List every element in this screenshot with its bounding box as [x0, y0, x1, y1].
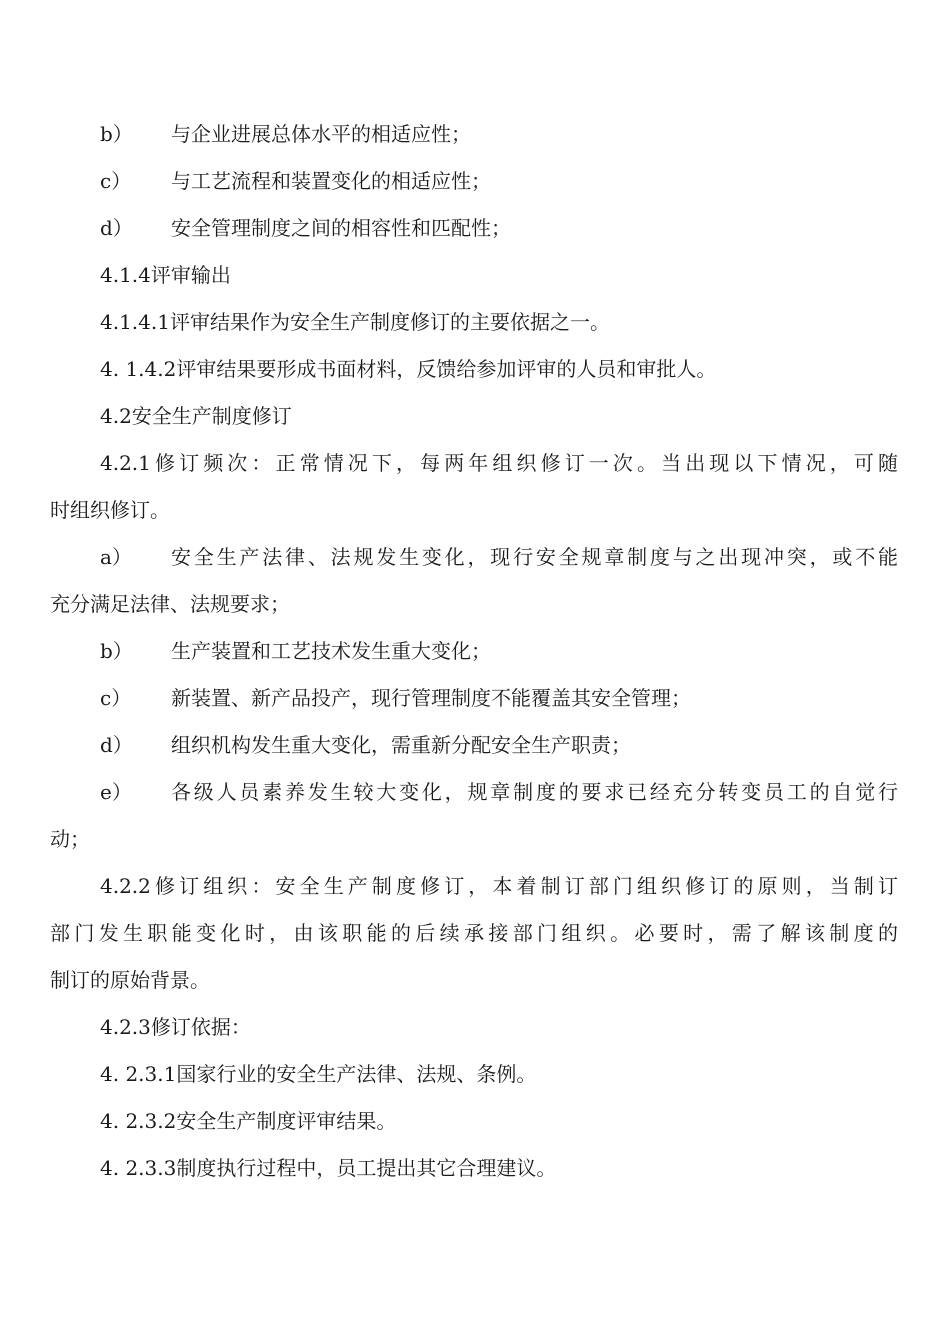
- section-heading: 4.2.3修订依据：: [100, 1015, 251, 1039]
- list-text: 组织机构发生重大变化，需重新分配安全生产职责；: [171, 733, 631, 757]
- list-text: 与工艺流程和装置变化的相适应性；: [171, 169, 491, 193]
- list-text-continued: 充分满足法律、法规要求；: [50, 592, 290, 616]
- list-text-continued: 动；: [50, 827, 90, 851]
- list-label: e）: [100, 780, 132, 804]
- paragraph-line: 制订的原始背景。: [50, 968, 210, 992]
- list-text: 安全管理制度之间的相容性和匹配性；: [171, 216, 511, 240]
- paragraph-line: 部门发生职能变化时，由该职能的后续承接部门组织。必要时，需了解该制度的: [50, 921, 898, 945]
- list-label: a）: [100, 545, 132, 569]
- section-heading: 4.1.4评审输出: [100, 263, 231, 287]
- paragraph: 4. 1.4.2评审结果要形成书面材料，反馈给参加评审的人员和审批人。: [100, 357, 717, 381]
- list-text: 新装置、新产品投产，现行管理制度不能覆盖其安全管理；: [171, 686, 691, 710]
- list-text: 与企业进展总体水平的相适应性；: [171, 122, 471, 146]
- list-text: 生产装置和工艺技术发生重大变化；: [171, 639, 491, 663]
- paragraph: 4. 2.3.1国家行业的安全生产法律、法规、条例。: [100, 1062, 537, 1086]
- paragraph: 4.1.4.1评审结果作为安全生产制度修订的主要依据之一。: [100, 310, 610, 334]
- list-text: 安全生产法律、法规发生变化，现行安全规章制度与之出现冲突，或不能: [171, 545, 898, 569]
- section-heading: 4.2安全生产制度修订: [100, 404, 292, 428]
- paragraph-line: 4.2.2修订组织：安全生产制度修订，本着制订部门组织修订的原则，当制订: [100, 874, 898, 898]
- paragraph-line: 4.2.1修订频次：正常情况下，每两年组织修订一次。当出现以下情况，可随: [100, 451, 898, 475]
- list-label: b）: [100, 122, 133, 146]
- list-label: d）: [100, 216, 133, 240]
- paragraph: 4. 2.3.2安全生产制度评审结果。: [100, 1109, 397, 1133]
- list-label: d）: [100, 733, 133, 757]
- paragraph-line: 时组织修订。: [50, 498, 170, 522]
- list-text: 各级人员素养发生较大变化，规章制度的要求已经充分转变员工的自觉行: [171, 780, 898, 804]
- list-label: c）: [100, 169, 132, 193]
- list-label: c）: [100, 686, 132, 710]
- paragraph: 4. 2.3.3制度执行过程中，员工提出其它合理建议。: [100, 1156, 557, 1180]
- list-label: b）: [100, 639, 133, 663]
